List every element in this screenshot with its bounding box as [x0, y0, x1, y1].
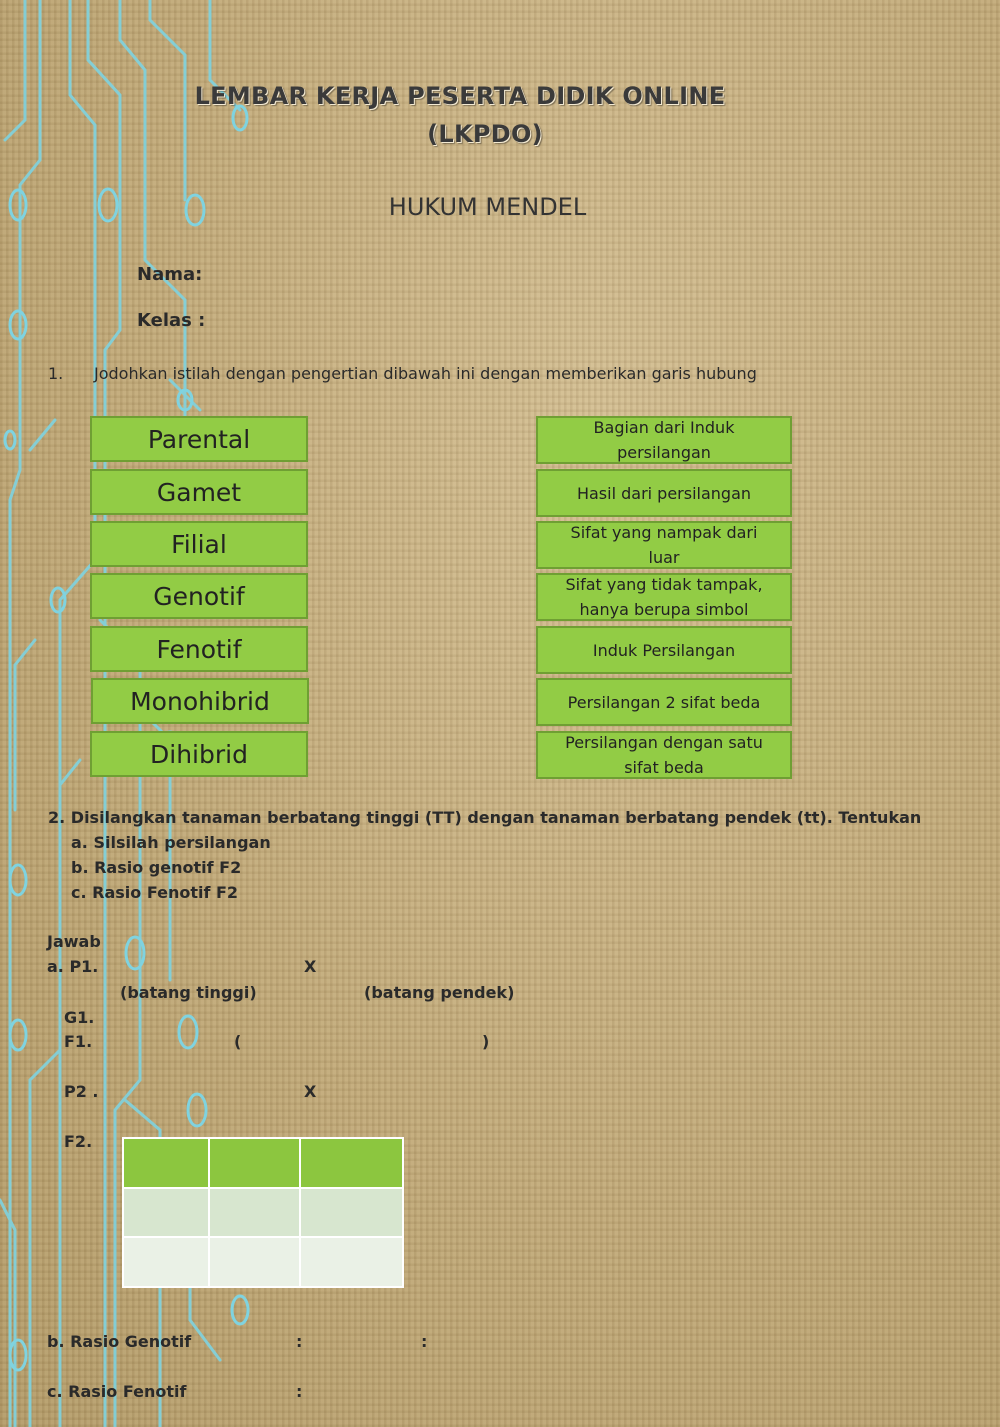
term-box[interactable]: Fenotif: [90, 626, 308, 672]
question-1-text: Jodohkan istilah dengan pengertian dibawah ini dengan memberikan garis hubung: [94, 364, 757, 383]
table-cell[interactable]: [209, 1188, 300, 1237]
table-cell[interactable]: [300, 1188, 403, 1237]
f2-label: F2.: [64, 1132, 93, 1151]
f1-close-paren: ): [482, 1032, 490, 1051]
punnett-square-table: [122, 1137, 404, 1288]
ratio-colon: :: [296, 1332, 303, 1351]
cross-symbol: X: [304, 957, 317, 976]
question-2-item: a. Silsilah persilangan: [71, 833, 271, 852]
ratio-colon: :: [296, 1382, 303, 1401]
f1-label: F1.: [64, 1032, 93, 1051]
table-row: [123, 1188, 403, 1237]
answer-heading: Jawab: [47, 932, 101, 951]
table-cell[interactable]: [300, 1138, 403, 1188]
definition-box[interactable]: Sifat yang tidak tampak, hanya berupa simbol: [536, 573, 792, 621]
question-2-item: c. Rasio Fenotif F2: [71, 883, 239, 902]
term-box[interactable]: Gamet: [90, 469, 308, 515]
term-box[interactable]: Parental: [90, 416, 308, 462]
worksheet-title-abbr: (LKPDO): [427, 120, 543, 148]
question-1-number: 1.: [48, 364, 64, 383]
phenotype-ratio-label: c. Rasio Fenotif: [47, 1382, 187, 1401]
table-row: [123, 1237, 403, 1287]
term-box[interactable]: Filial: [90, 521, 308, 567]
table-cell[interactable]: [209, 1138, 300, 1188]
definition-box[interactable]: Persilangan 2 sifat beda: [536, 678, 792, 726]
ratio-colon: :: [421, 1332, 428, 1351]
topic-title: HUKUM MENDEL: [388, 193, 587, 221]
definition-box[interactable]: Bagian dari Induk persilangan: [536, 416, 792, 464]
definition-box[interactable]: Sifat yang nampak dari luar: [536, 521, 792, 569]
table-cell[interactable]: [123, 1188, 209, 1237]
tall-plant-label: (batang tinggi): [120, 983, 257, 1002]
cross-symbol: X: [304, 1082, 317, 1101]
g1-label: G1.: [64, 1008, 95, 1027]
name-label: Nama:: [137, 264, 203, 285]
question-1: [48, 364, 757, 383]
definition-box[interactable]: Persilangan dengan satu sifat beda: [536, 731, 792, 779]
p1-label: a. P1.: [47, 957, 99, 976]
table-cell[interactable]: [123, 1237, 209, 1287]
term-box[interactable]: Dihibrid: [90, 731, 308, 777]
class-label: Kelas :: [137, 310, 206, 331]
question-2-item: b. Rasio genotif F2: [71, 858, 242, 877]
short-plant-label: (batang pendek): [364, 983, 515, 1002]
question-2-text: 2. Disilangkan tanaman berbatang tinggi (TT) dengan tanaman berbatang pendek (tt). Tentukan: [48, 808, 922, 827]
table-cell[interactable]: [123, 1138, 209, 1188]
term-box[interactable]: Genotif: [90, 573, 308, 619]
p2-label: P2 .: [64, 1082, 99, 1101]
definition-box[interactable]: Induk Persilangan: [536, 626, 792, 674]
genotype-ratio-label: b. Rasio Genotif: [47, 1332, 192, 1351]
f1-open-paren: (: [234, 1032, 242, 1051]
term-box[interactable]: Monohibrid: [91, 678, 309, 724]
table-row: [123, 1138, 403, 1188]
worksheet-title: LEMBAR KERJA PESERTA DIDIK ONLINE: [194, 82, 726, 110]
definition-box[interactable]: Hasil dari persilangan: [536, 469, 792, 517]
table-cell[interactable]: [300, 1237, 403, 1287]
table-cell[interactable]: [209, 1237, 300, 1287]
